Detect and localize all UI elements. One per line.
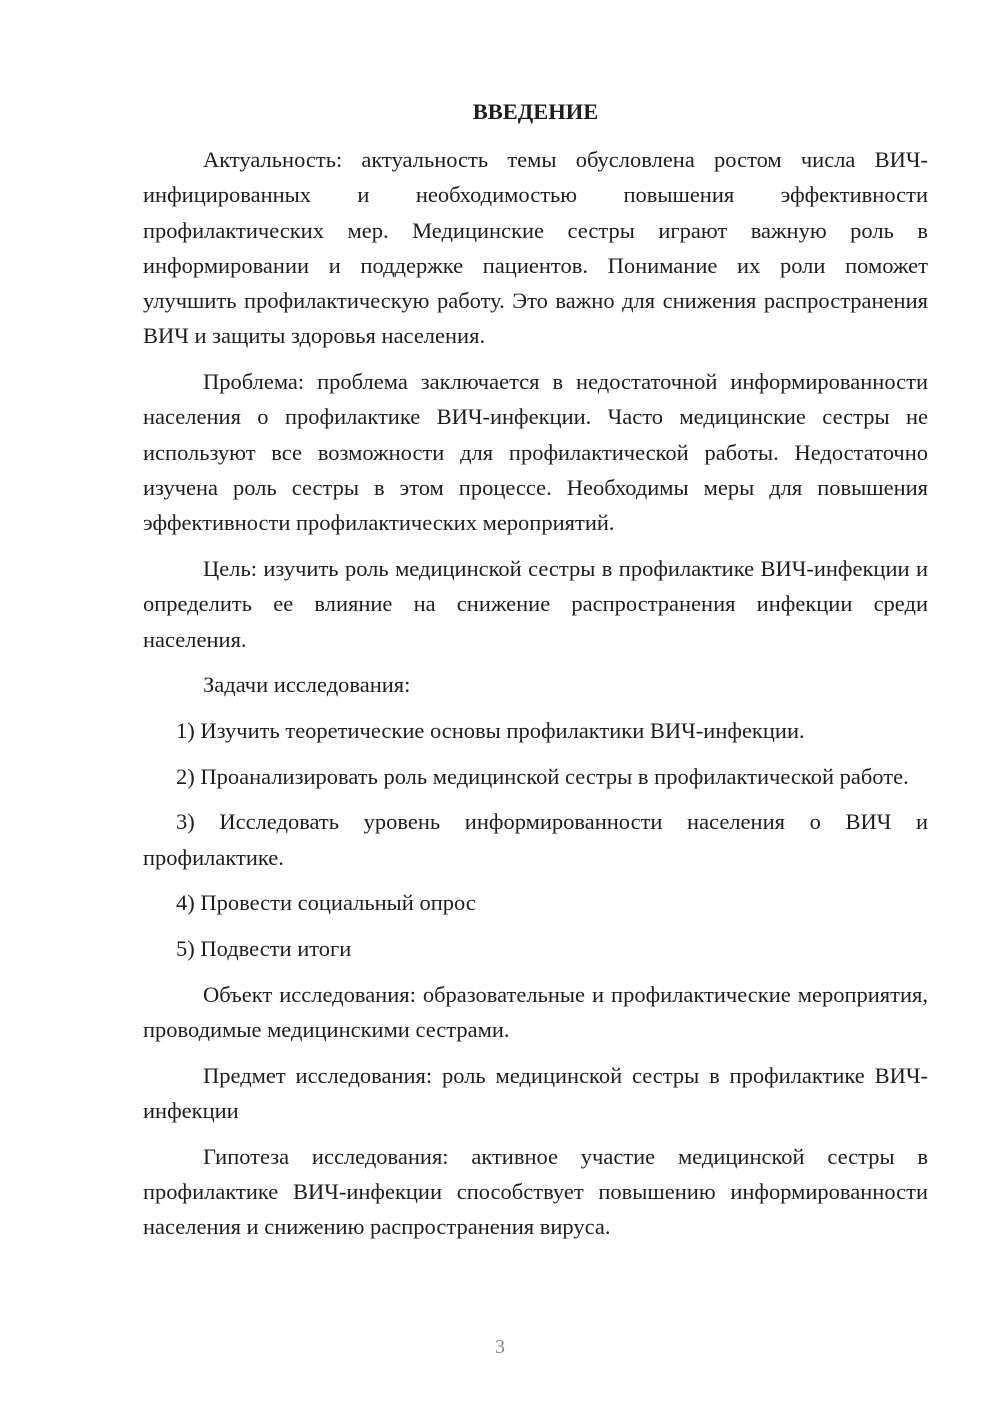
paragraph-hypothesis: Гипотеза исследования: активное участие медицинской сестры в профилактике ВИЧ-инфекции способствует повышению информированности населения и снижению распространения вируса.: [143, 1143, 928, 1240]
task-item-5: 5) Подвести итоги: [176, 936, 352, 962]
paragraph-tasks-heading: Задачи исследования:: [203, 672, 411, 698]
task-item-1: 1) Изучить теоретические основы профилактики ВИЧ-инфекции.: [176, 718, 805, 744]
paragraph-problem: Проблема: проблема заключается в недостаточной информированности населения о профилактике ВИЧ-инфекции. Часто медицинские сестры не используют все возможности для профилактической работы. Недостаточно изучена роль сестры в этом процессе. Необходимы меры для повышения эффективности профилактических мероприятий.: [143, 369, 928, 536]
document-body: [143, 142, 928, 1255]
task-item-3: 3) Исследовать уровень информированности населения о ВИЧ и профилактике.: [143, 809, 928, 870]
paragraph-goal: Цель: изучить роль медицинской сестры в профилактике ВИЧ-инфекции и определить ее влияние на снижение распространения инфекции среди населения.: [143, 556, 928, 652]
task-item-4: 4) Провести социальный опрос: [176, 890, 476, 916]
task-item-2: 2) Проанализировать роль медицинской сестры в профилактической работе.: [176, 763, 909, 789]
paragraph-subject: Предмет исследования: роль медицинской сестры в профилактике ВИЧ-инфекции: [143, 1062, 928, 1124]
paragraph-relevance: Актуальность: актуальность темы обусловлена ростом числа ВИЧ-инфицированных и необходимостью повышения эффективности профилактических мер. Медицинские сестры играют важную роль в информировании и поддержке пациентов. Понимание их роли поможет улучшить профилактическую работу. Это важно для снижения распространения ВИЧ и защиты здоровья населения.: [143, 147, 928, 349]
page-number: 3: [495, 1336, 505, 1358]
page-title: ВВЕДЕНИЕ: [472, 99, 599, 124]
paragraph-object: Объект исследования: образовательные и профилактические мероприятия, проводимые медицинскими сестрами.: [143, 981, 928, 1043]
